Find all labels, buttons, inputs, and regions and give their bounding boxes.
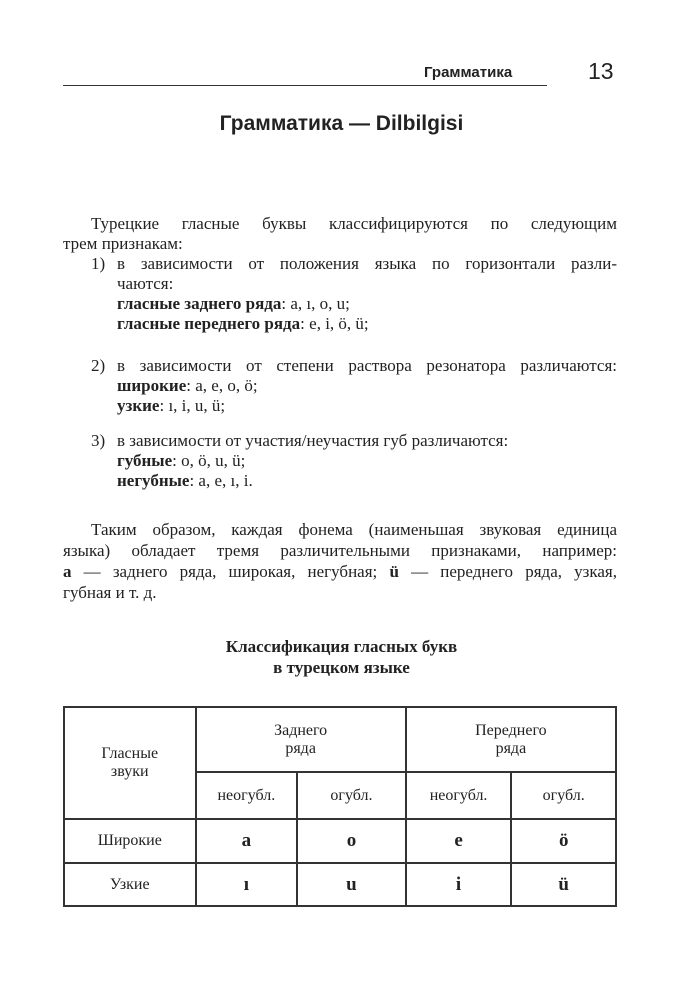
table-caption: в турецком языке bbox=[273, 658, 410, 677]
group-header: Заднего ряда bbox=[196, 707, 406, 772]
value: : a, e, o, ö; bbox=[186, 376, 258, 395]
intro-line: Турецкие гласные буквы классифицируются по следующим bbox=[91, 214, 617, 233]
item-text: в зависимости от степени раствора резонатора различаются: bbox=[117, 356, 617, 375]
term: гласные переднего ряда bbox=[117, 314, 301, 333]
item-text: чаются: bbox=[117, 274, 174, 293]
item-number: 2) bbox=[91, 356, 106, 375]
item-text: в зависимости от положения языка по горизонтали разли- bbox=[117, 254, 617, 273]
term: губные bbox=[117, 451, 173, 470]
subheader: неогубл. bbox=[196, 772, 298, 819]
summary-line: Таким образом, каждая фонема (наименьшая звуковая единица bbox=[91, 520, 617, 539]
sub-item bbox=[117, 471, 253, 491]
subheader: огубл. bbox=[297, 772, 406, 819]
corner-header: Гласные звуки bbox=[64, 707, 196, 819]
summary-line: языка) обладает тремя различительными признаками, например: bbox=[63, 541, 617, 560]
sub-item bbox=[117, 314, 369, 334]
example-letter: a bbox=[63, 562, 72, 581]
running-header: Грамматика bbox=[424, 64, 513, 81]
row-label: Широкие bbox=[64, 819, 196, 863]
cell: ö bbox=[511, 819, 616, 863]
sub-item bbox=[117, 451, 245, 471]
group-header: Переднего ряда bbox=[406, 707, 616, 772]
cell: ı bbox=[196, 863, 298, 906]
cell: o bbox=[297, 819, 406, 863]
table-caption: Классификация гласных букв bbox=[225, 637, 458, 656]
page-title: Грамматика — Dilbilgisi bbox=[219, 112, 464, 135]
cell: ü bbox=[511, 863, 616, 906]
example-letter: ü bbox=[389, 562, 399, 581]
term: узкие bbox=[117, 396, 160, 415]
summary-line bbox=[63, 562, 617, 582]
cell: i bbox=[406, 863, 512, 906]
subheader: огубл. bbox=[511, 772, 616, 819]
value: : e, i, ö, ü; bbox=[300, 314, 369, 333]
sub-item bbox=[117, 376, 258, 396]
item-text: в зависимости от участия/неучастия губ различаются: bbox=[117, 431, 509, 450]
term: широкие bbox=[117, 376, 187, 395]
value: : a, e, ı, i. bbox=[189, 471, 253, 490]
term: негубные bbox=[117, 471, 190, 490]
table-row bbox=[64, 863, 616, 906]
subheader: неогубл. bbox=[406, 772, 512, 819]
value: : o, ö, u, ü; bbox=[172, 451, 246, 470]
cell: a bbox=[196, 819, 298, 863]
example-text: — заднего ряда, широкая, негубная; bbox=[71, 562, 390, 581]
cell: e bbox=[406, 819, 512, 863]
value: : a, ı, o, u; bbox=[281, 294, 350, 313]
cell: u bbox=[297, 863, 406, 906]
example-text: — переднего ряда, узкая, bbox=[398, 562, 617, 581]
row-label: Узкие bbox=[64, 863, 196, 906]
summary-line: губная и т. д. bbox=[63, 583, 157, 602]
vowel-table bbox=[63, 706, 617, 907]
table-row bbox=[64, 819, 616, 863]
sub-item bbox=[117, 396, 225, 416]
value: : ı, i, u, ü; bbox=[159, 396, 226, 415]
page-number: 13 bbox=[588, 58, 614, 84]
term: гласные заднего ряда bbox=[117, 294, 282, 313]
intro-line: трем признакам: bbox=[63, 234, 183, 253]
item-number: 1) bbox=[91, 254, 106, 273]
sub-item bbox=[117, 294, 350, 314]
header-rule bbox=[63, 85, 547, 86]
item-number: 3) bbox=[91, 431, 106, 450]
